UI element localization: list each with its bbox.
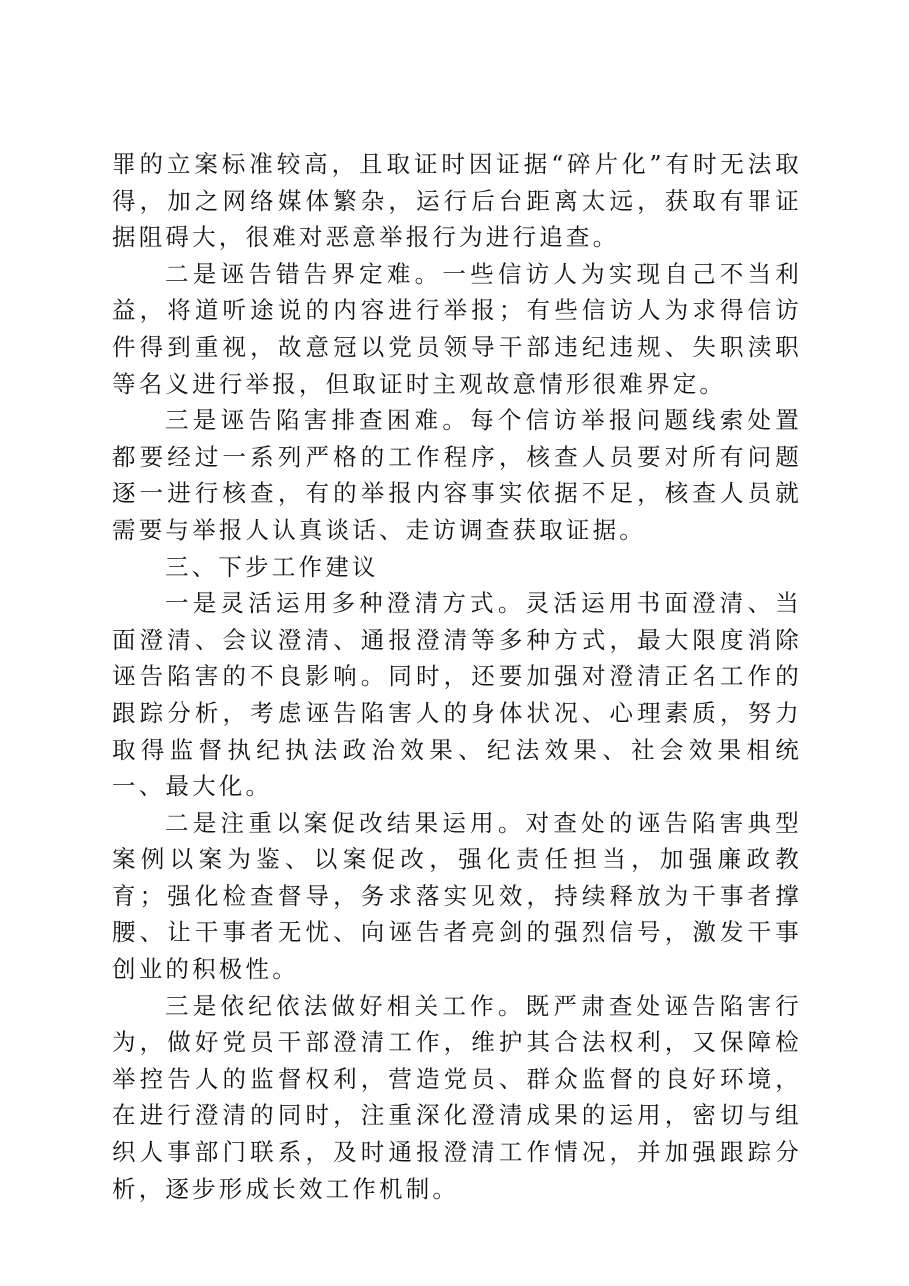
- document-body: [112, 146, 802, 1207]
- paragraph-evidence-difficulty: 罪的立案标准较高，且取证时因证据“碎片化”有时无法取得，加之网络媒体繁杂，运行后台距离太远，获取有罪证据阻碍大，很难对恶意举报行为进行追查。: [112, 150, 802, 252]
- section-heading-next-steps: 三、下步工作建议: [165, 552, 379, 581]
- paragraph-case-reform: 二是注重以案促改结果运用。对查处的诬告陷害典型案例以案为鉴、以案促改，强化责任担当，加强廉政教育；强化检查督导，务求落实见效，持续释放为干事者撑腰、让干事者无忧、向诬告者亮剑的强烈信号，激发干事创业的积极性。: [112, 808, 802, 984]
- paragraph-false-accusation-definition: 二是诬告错告界定难。一些信访人为实现自己不当利益，将道听途说的内容进行举报；有些信访人为求得信访件得到重视，故意冠以党员领导干部违纪违规、失职渎职等名义进行举报，但取证时主观故意情形很难界定。: [112, 259, 802, 398]
- paragraph-lawful-work: 三是依纪依法做好相关工作。既严肃查处诬告陷害行为，做好党员干部澄清工作，维护其合法权利，又保障检举控告人的监督权利，营造党员、群众监督的良好环境，在进行澄清的同时，注重深化澄清成果的运用，密切与组织人事部门联系，及时通报澄清工作情况，并加强跟踪分析，逐步形成长效工作机制。: [112, 991, 802, 1203]
- paragraph-clarification-methods: 一是灵活运用多种澄清方式。灵活运用书面澄清、当面澄清、会议澄清、通报澄清等多种方式，最大限度消除诬告陷害的不良影响。同时，还要加强对澄清正名工作的跟踪分析，考虑诬告陷害人的身体状况、心理素质，努力取得监督执纪执法政治效果、纪法效果、社会效果相统一、最大化。: [112, 589, 802, 801]
- paragraph-investigation-difficulty: 三是诬告陷害排查困难。每个信访举报问题线索处置都要经过一系列严格的工作程序，核查人员要对所有问题逐一进行核查，有的举报内容事实依据不足，核查人员就需要与举报人认真谈话、走访调查获取证据。: [112, 406, 802, 544]
